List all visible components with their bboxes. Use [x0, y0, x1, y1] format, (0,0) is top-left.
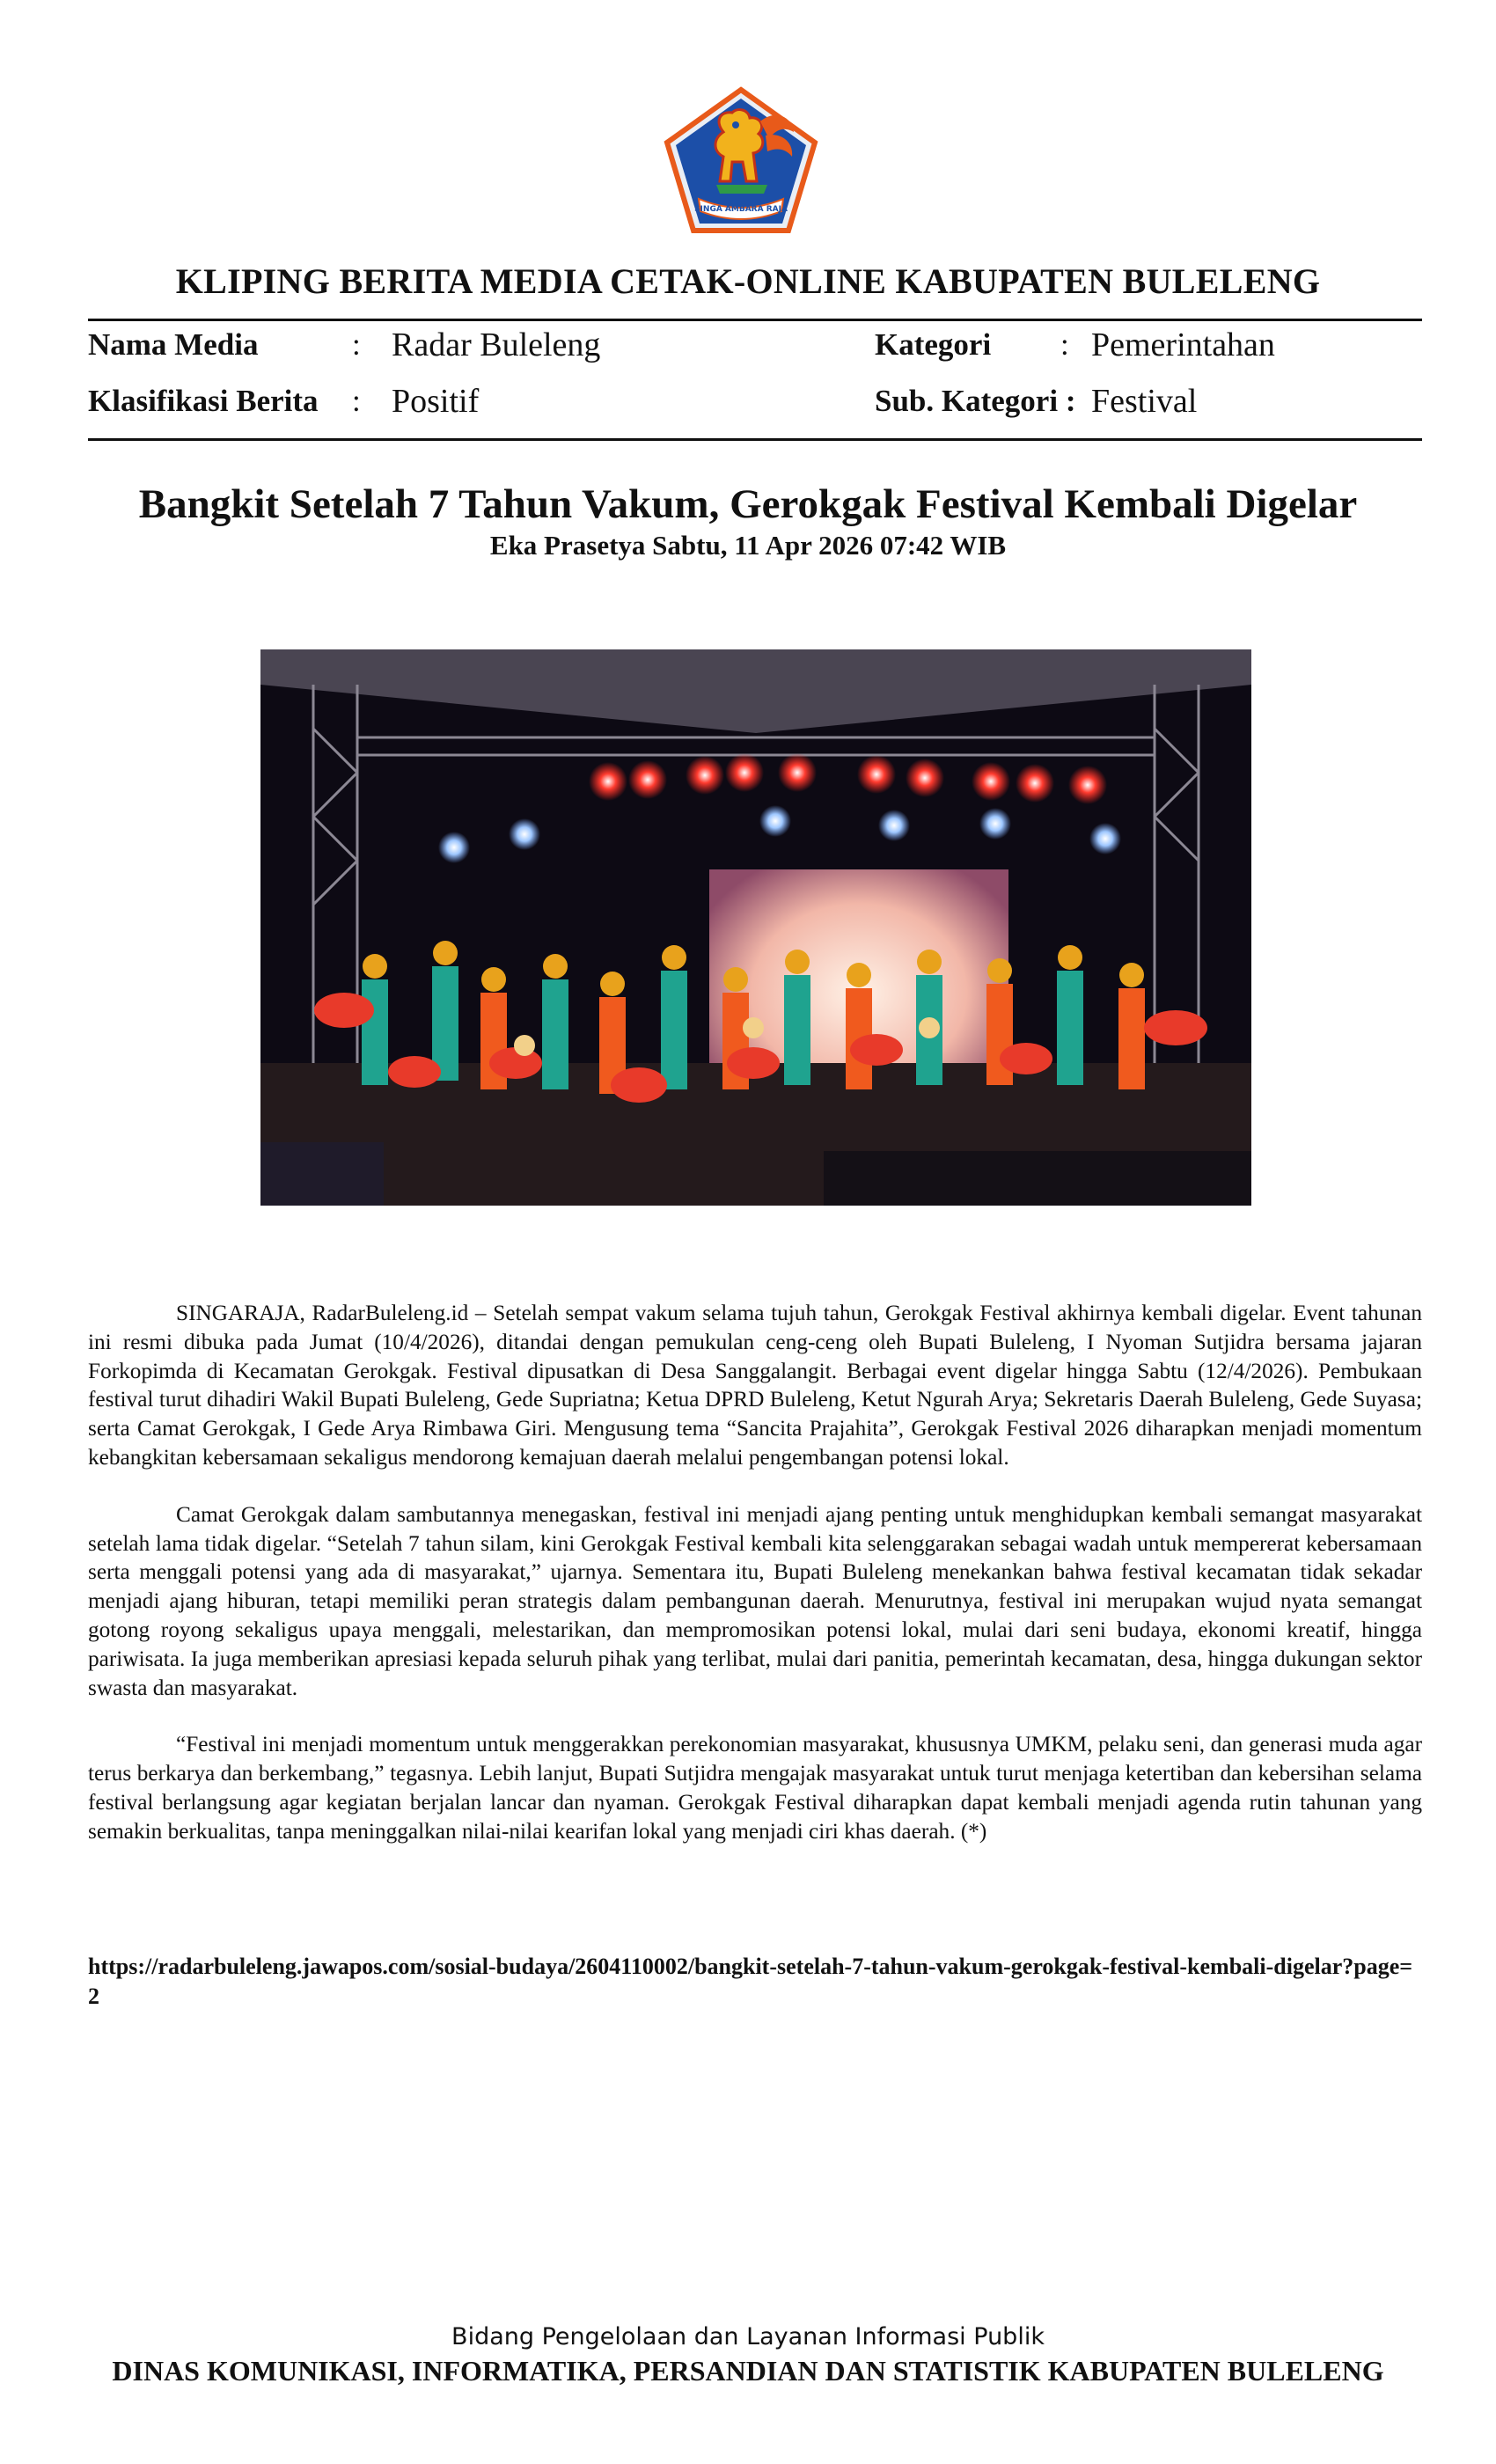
bottom-divider	[88, 438, 1422, 441]
article-body	[88, 1299, 1422, 1874]
media-value: Radar Buleleng	[392, 326, 601, 363]
footer-subtitle: Bidang Pengelolaan dan Layanan Informasi Publik	[451, 2323, 1045, 2350]
klasifikasi-label: Klasifikasi Berita	[88, 384, 319, 418]
colon: :	[352, 327, 361, 362]
subkategori-value: Festival	[1091, 383, 1198, 420]
source-link[interactable]: https://radarbuleleng.jawapos.com/sosial-budaya/2604110002/bangkit-setelah-7-tahun-vakum-gerokgak-festival-kembali-digelar?page=2	[88, 1954, 1413, 2009]
document-title: KLIPING BERITA MEDIA CETAK-ONLINE KABUPATEN BULELENG	[175, 261, 1321, 301]
logo-motto: SINGA AMBARA RAJA	[694, 205, 788, 214]
footer-title: DINAS KOMUNIKASI, INFORMATIKA, PERSANDIAN DAN STATISTIK KABUPATEN BULELENG	[112, 2355, 1384, 2387]
article-headline: Bangkit Setelah 7 Tahun Vakum, Gerokgak Festival Kembali Digelar	[138, 481, 1358, 527]
festival-stage-photo	[260, 649, 1251, 1206]
dancers-on-stage-image	[260, 649, 1251, 1206]
kategori-label: Kategori	[875, 327, 992, 362]
article-paragraph: Camat Gerokgak dalam sambutannya menegaskan, festival ini menjadi ajang penting untuk menghidupkan kembali semangat masyarakat setelah lama tidak digelar. “Setelah 7 tahun silam, kini Gerokgak Festival kembali kita selenggarakan sebagai wadah untuk mempererat kebersamaan serta menggali potensi yang ada di masyarakat,” ujarnya. Sementara itu, Bupati Buleleng menekankan bahwa festival kecamatan tidak sekadar menjadi ajang hiburan, tetapi memiliki peran strategis dalam pembangunan daerah. Menurutnya, festival ini merupakan wujud nyata semangat gotong royong sekaligus upaya menggali, melestarikan, dan mempromosikan potensi lokal, mulai dari seni budaya, ekonomi kreatif, hingga pariwisata. Ia juga memberikan apresiasi kepada seluruh pihak yang terlibat, mulai dari panitia, pemerintah kecamatan, desa, hingga dukungan sektor swasta dan masyarakat.	[88, 1501, 1422, 1700]
media-label: Nama Media	[88, 327, 259, 362]
klasifikasi-value: Positif	[392, 383, 480, 420]
colon: :	[1060, 327, 1069, 362]
article-paragraph: “Festival ini menjadi momentum untuk menggerakkan perekonomian masyarakat, khususnya UMKM, pelaku seni, dan generasi muda agar terus berkarya dan berkembang,” tegasnya. Lebih lanjut, Bupati Sutjidra mengajak masyarakat untuk turut menjaga ketertiban dan kebersihan selama festival berlangsung agar kegiatan berjalan lancar dan nyaman. Gerokgak Festival diharapkan dapat kembali menjadi agenda rutin tahunan yang semakin berkualitas, tanpa meninggalkan nilai-nilai kearifan lokal yang menjadi ciri khas daerah. (*)	[88, 1732, 1422, 1844]
article-paragraph: SINGARAJA, RadarBuleleng.id – Setelah sempat vakum selama tujuh tahun, Gerokgak Festival akhirnya kembali digelar. Event tahunan ini resmi dibuka pada Jumat (10/4/2026), ditandai dengan pemukulan ceng-ceng oleh Bupati Buleleng, I Nyoman Sutjidra bersama jajaran Forkopimda di Kecamatan Gerokgak. Festival dipusatkan di Desa Sanggalangit. Berbagai event digelar hingga Sabtu (12/4/2026). Pembukaan festival turut dihadiri Wakil Bupati Buleleng, Gede Supriatna; Ketua DPRD Buleleng, Ketut Ngurah Arya; Sekretaris Daerah Buleleng, Gede Suyasa; serta Camat Gerokgak, I Gede Arya Rimbawa Giri. Mengusung tema “Sancita Prajahita”, Gerokgak Festival 2026 diharapkan menjadi momentum kebangkitan kebersamaan sekaligus mendorong kemajuan daerah melalui pengembangan potensi lokal.	[88, 1301, 1422, 1470]
kabupaten-buleleng-emblem	[662, 86, 820, 234]
colon: :	[352, 384, 361, 418]
kategori-value: Pemerintahan	[1091, 326, 1275, 363]
subkategori-label: Sub. Kategori :	[875, 384, 1076, 418]
metadata-table	[88, 319, 1422, 436]
article-byline: Eka Prasetya Sabtu, 11 Apr 2026 07:42 WIB	[489, 530, 1007, 561]
